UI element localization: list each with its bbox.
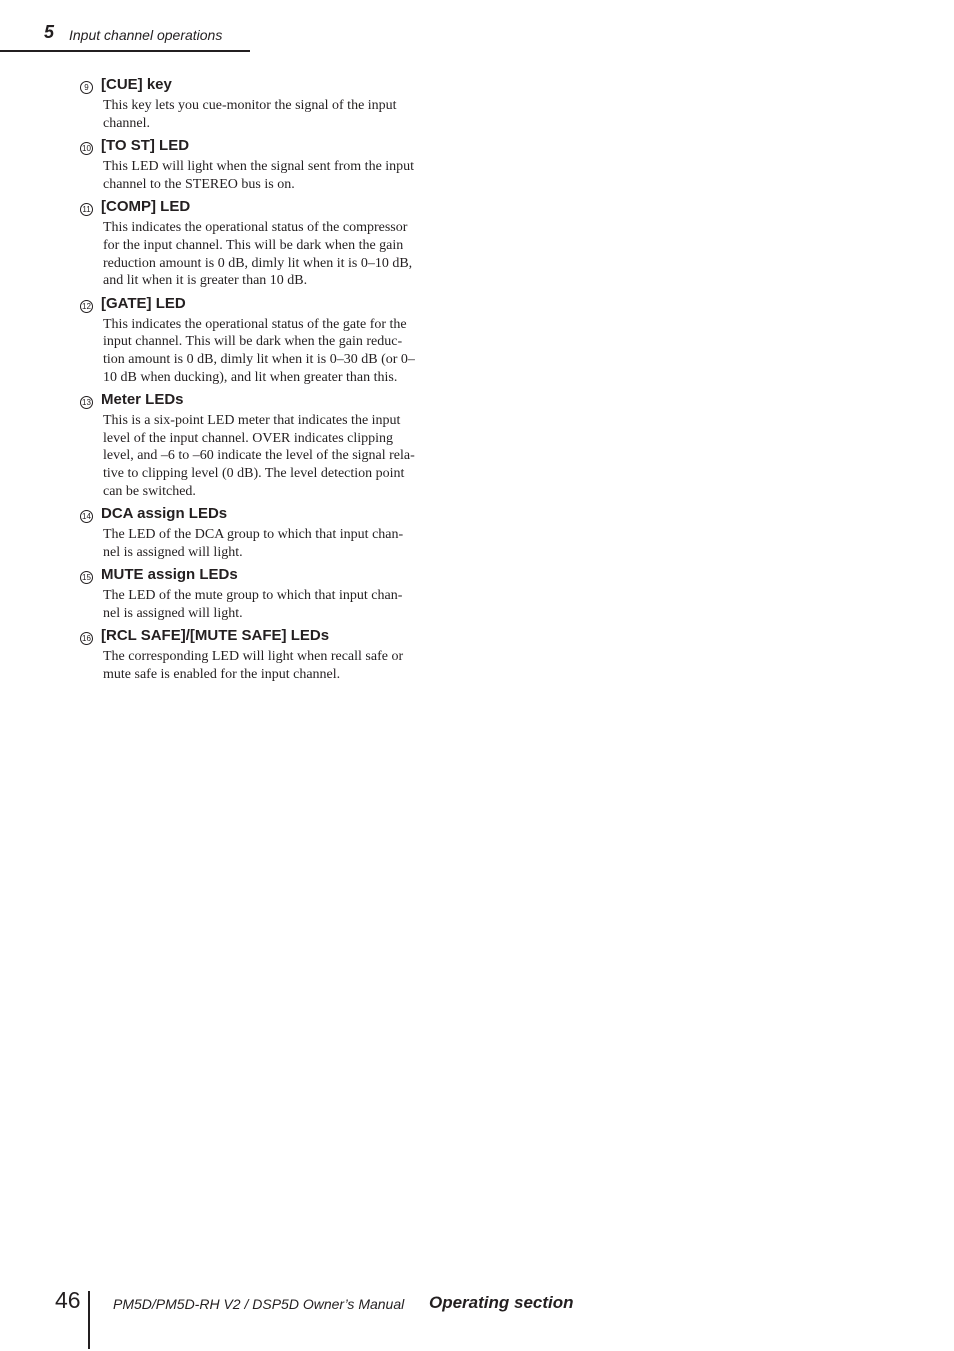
item-heading [80,137,440,158]
item-heading [80,295,440,316]
item-heading [80,505,440,526]
manual-title: PM5D/PM5D-RH V2 / DSP5D Owner’s Manual [113,1296,405,1312]
list-item [80,198,440,289]
item-number-badge: 14 [80,510,93,523]
chapter-title: Input channel operations [69,27,223,43]
description-line: level of the input channel. OVER indicates clipping [103,430,394,446]
description-line: mute safe is enabled for the input channel. [103,667,341,683]
description-line: nel is assigned will light. [103,544,243,560]
running-header [0,22,250,52]
description-line: channel. [103,115,151,131]
item-title: [COMP] LED [101,198,191,216]
item-heading [80,627,440,648]
description-line: for the input channel. This will be dark when the gain [103,237,404,253]
item-description [103,316,438,386]
item-number-badge: 12 [80,300,93,313]
description-line: 10 dB when ducking), and lit when greater than this. [103,369,398,385]
description-line: This indicates the operational status of the compressor [103,220,408,236]
item-number-badge: 9 [80,81,93,94]
item-list [80,76,440,689]
chapter-number: 5 [44,22,55,42]
item-number-badge: 16 [80,632,93,645]
item-description [103,587,438,622]
list-item [80,295,440,386]
item-heading [80,391,440,412]
description-line: channel to the STEREO bus is on. [103,176,295,192]
description-line: The LED of the mute group to which that input chan- [103,588,403,604]
description-line: tion amount is 0 dB, dimly lit when it is 0–30 dB (or 0– [103,351,415,367]
item-heading [80,76,440,97]
description-line: and lit when it is greater than 10 dB. [103,273,308,289]
description-line: This is a six-point LED meter that indicates the input [103,413,401,429]
list-item [80,76,440,132]
list-item [80,566,440,622]
list-item [80,505,440,561]
description-line: The LED of the DCA group to which that input chan- [103,527,404,543]
item-number-badge: 13 [80,396,93,409]
description-line: The corresponding LED will light when recall safe or [103,649,404,665]
description-line: tive to clipping level (0 dB). The level detection point [103,465,405,481]
item-description [103,158,438,193]
description-line: This LED will light when the signal sent from the input [103,159,415,175]
item-description [103,526,438,561]
item-heading [80,566,440,587]
item-title: [GATE] LED [101,294,186,312]
item-title: [TO ST] LED [101,137,190,155]
description-line: This indicates the operational status of the gate for the [103,316,407,332]
item-description [103,97,438,132]
item-title: [RCL SAFE]/[MUTE SAFE] LEDs [101,627,330,645]
item-title: MUTE assign LEDs [101,566,238,584]
item-heading [80,198,440,219]
description-line: nel is assigned will light. [103,605,243,621]
description-line: input channel. This will be dark when the gain reduc- [103,334,403,350]
page-number: 46 [55,1287,81,1313]
footer-divider [88,1291,90,1349]
list-item [80,137,440,193]
item-number-badge: 10 [80,142,93,155]
list-item [80,391,440,500]
item-description [103,412,438,500]
description-line: can be switched. [103,483,196,499]
item-number-badge: 15 [80,571,93,584]
item-description [103,219,438,289]
item-title: DCA assign LEDs [101,505,228,523]
description-line: This key lets you cue-monitor the signal of the input [103,98,397,113]
item-description [103,648,438,683]
item-title: [CUE] key [101,76,172,93]
item-number-badge: 11 [80,203,93,216]
description-line: reduction amount is 0 dB, dimly lit when it is 0–10 dB, [103,255,413,271]
section-label: Operating section [429,1293,574,1312]
list-item [80,627,440,683]
item-title: Meter LEDs [101,391,184,409]
description-line: level, and –6 to –60 indicate the level of the signal rela- [103,448,415,464]
